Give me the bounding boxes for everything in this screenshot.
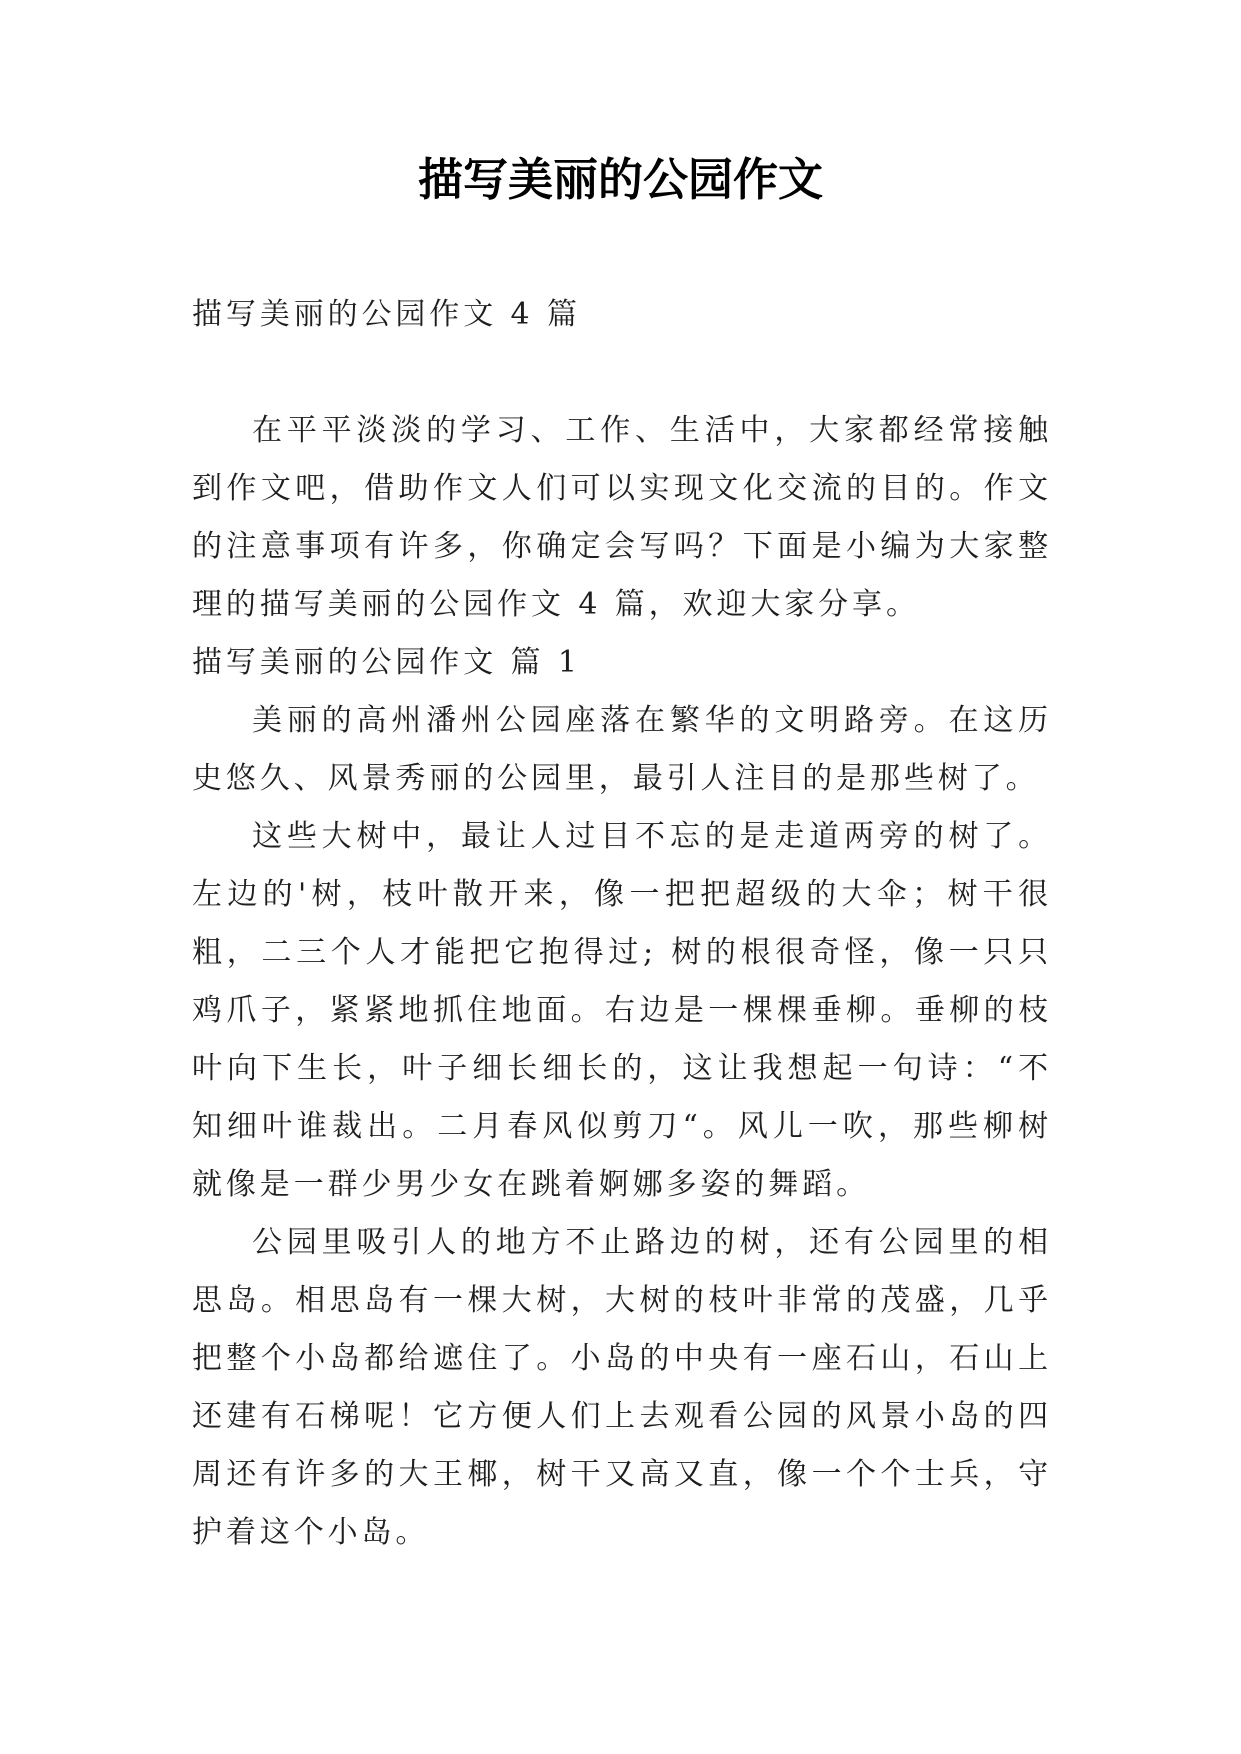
intro-paragraph: 在平平淡淡的学习、工作、生活中，大家都经常接触到作文吧，借助作文人们可以实现文化交流的目的。作文的注意事项有许多，你确定会写吗？下面是小编为大家整理的描写美丽的公园作文 4 篇，欢迎大家分享。 — [192, 413, 1052, 622]
body-paragraph: 公园里吸引人的地方不止路边的树，还有公园里的相思岛。相思岛有一棵大树，大树的枝叶非常的茂盛，几乎把整个小岛都给遮住了。小岛的中央有一座石山，石山上还建有石梯呢！它方便人们上去观看公园的风景小岛的四周还有许多的大王椰，树干又高又直，像一个个士兵，守护着这个小岛。 — [192, 1225, 1052, 1550]
document-title: 描写美丽的公园作文 — [417, 153, 823, 206]
body-paragraph: 美丽的高州潘州公园座落在繁华的文明路旁。在这历史悠久、风景秀丽的公园里，最引人注目的是那些树了。 — [192, 703, 1052, 796]
document-subtitle: 描写美丽的公园作文 4 篇 — [192, 297, 581, 332]
document-body — [192, 402, 1052, 1562]
section-heading: 描写美丽的公园作文 篇 1 — [192, 645, 581, 680]
body-paragraph: 这些大树中，最让人过目不忘的是走道两旁的树了。左边的'树，枝叶散开来，像一把把超级的大伞；树干很粗，二三个人才能把它抱得过; 树的根很奇怪，像一只只鸡爪子，紧紧地抓住地面。右边是一棵棵垂柳。垂柳的枝叶向下生长，叶子细长细长的，这让我想起一句诗：“不知细叶谁裁出。二月春风似剪刀“。风儿一吹，那些柳树就像是一群少男少女在跳着婀娜多姿的舞蹈。 — [192, 819, 1052, 1202]
